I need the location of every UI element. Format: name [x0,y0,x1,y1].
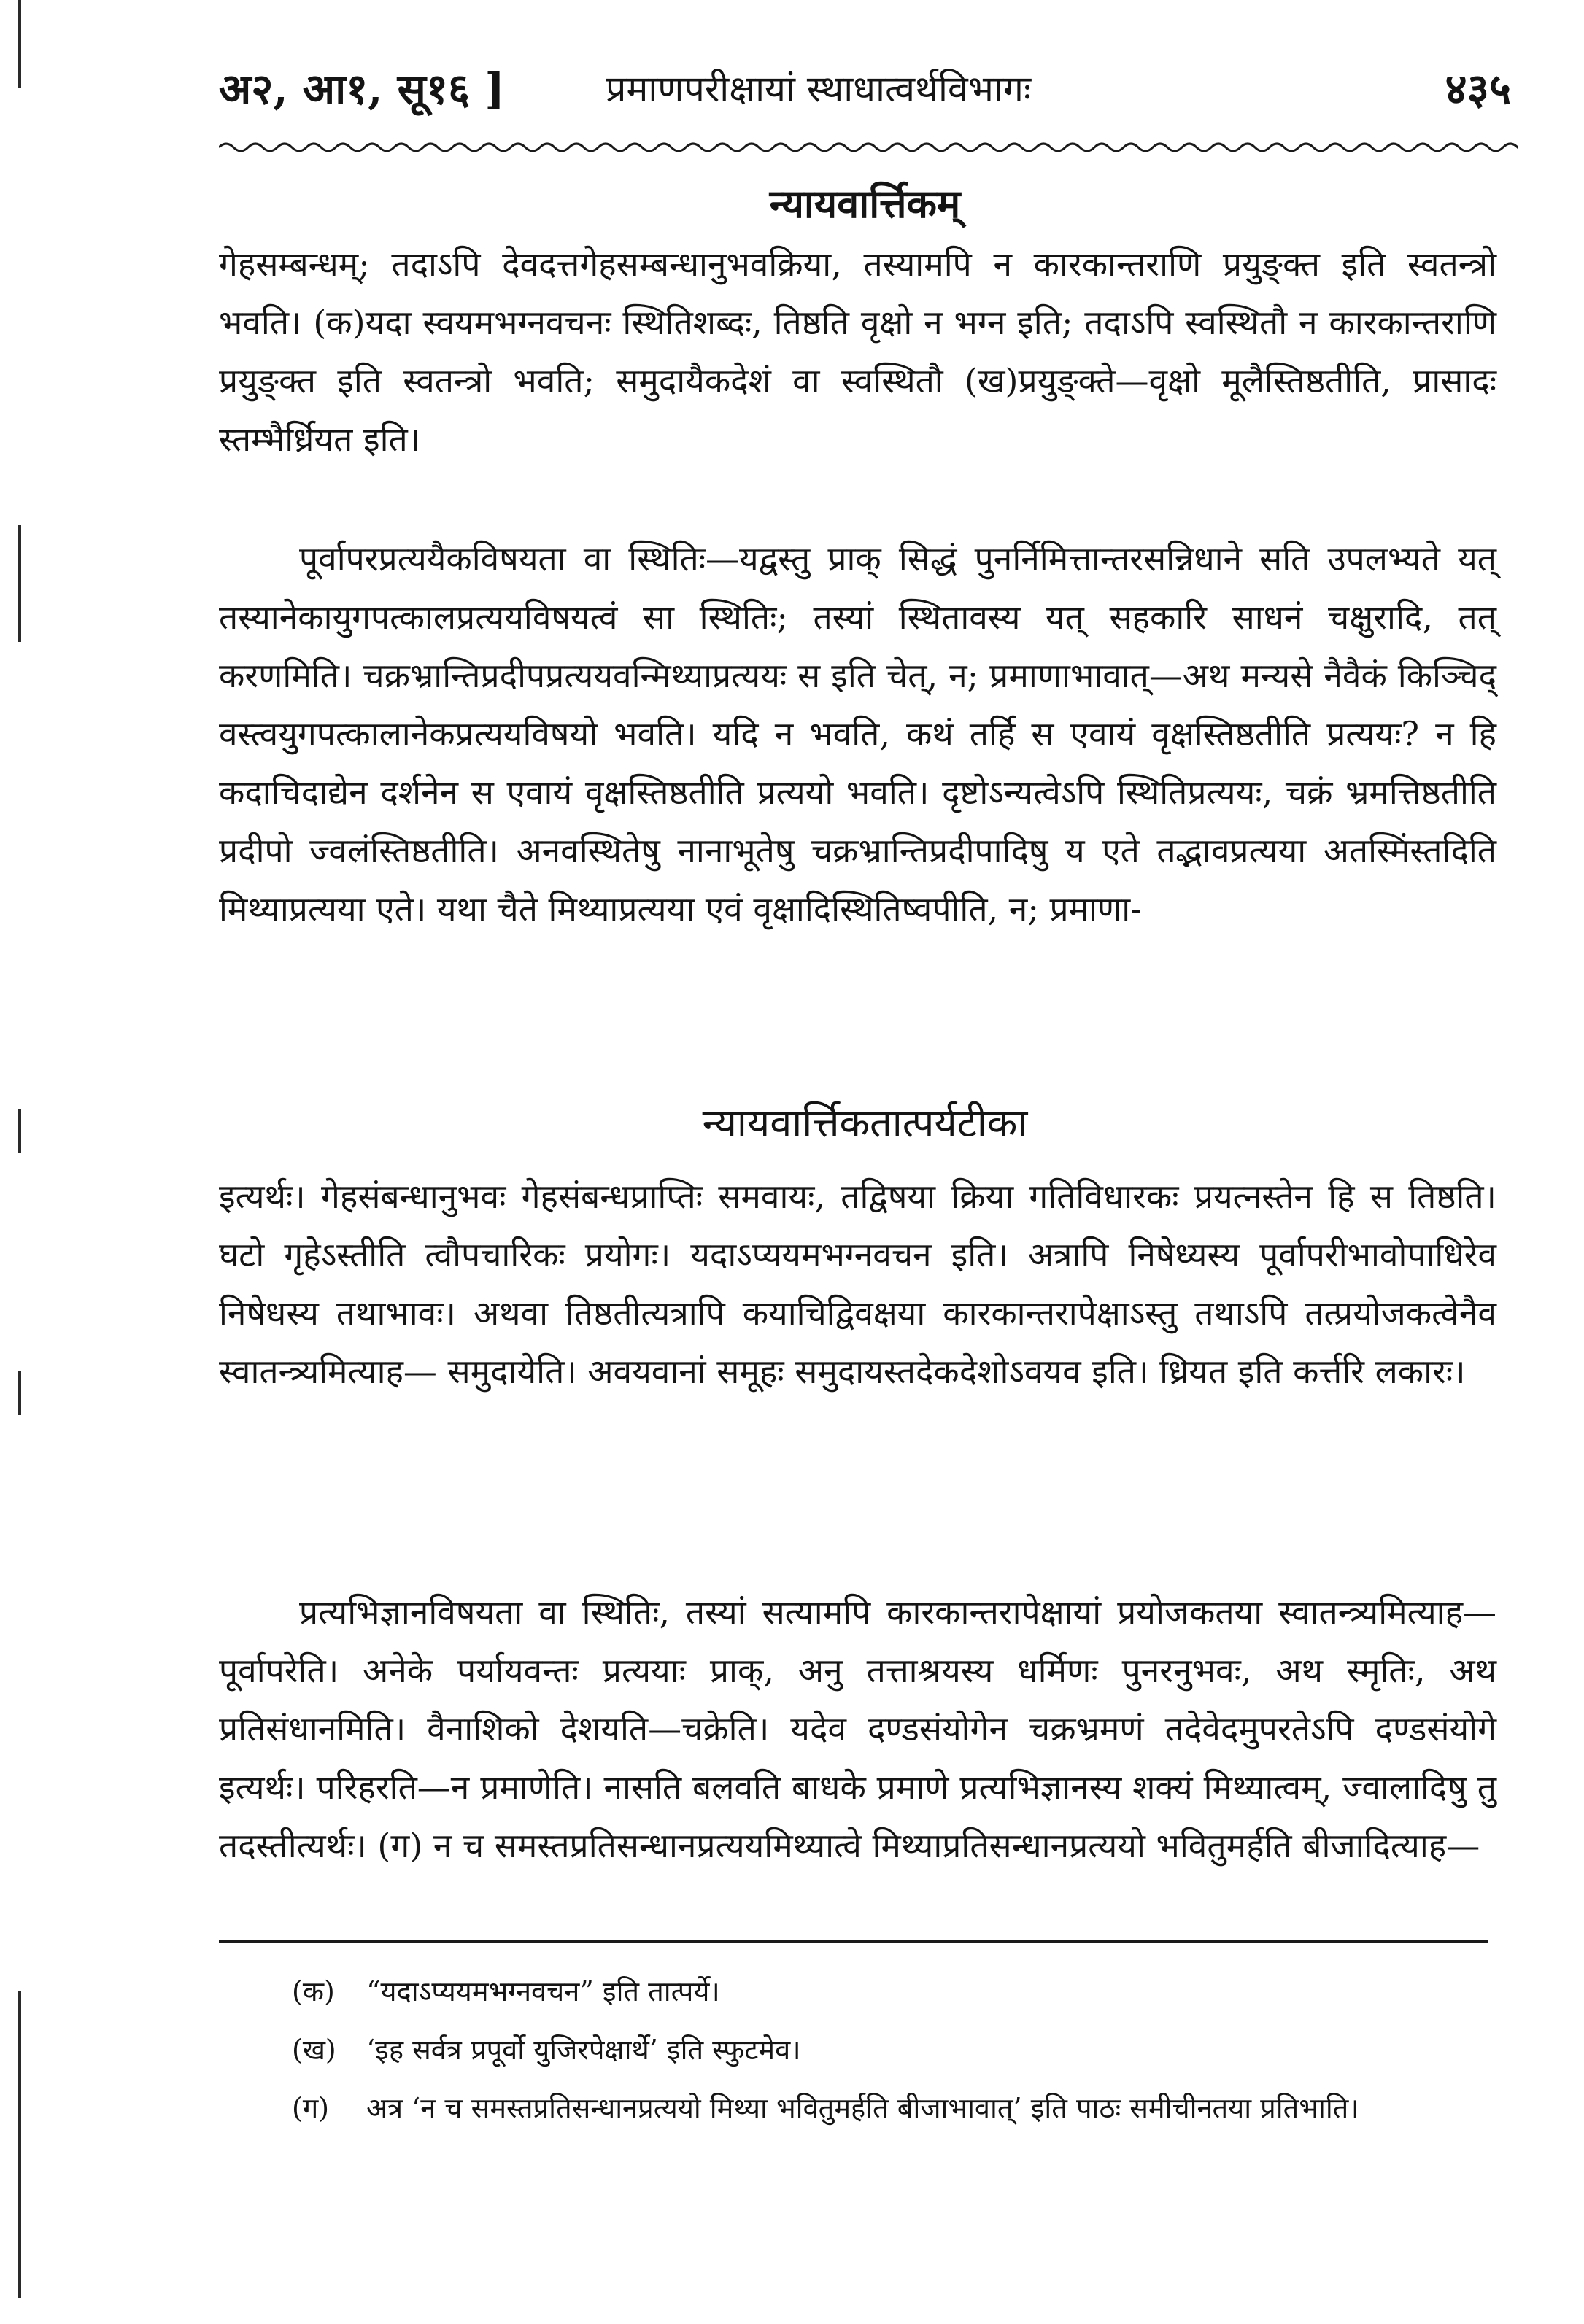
left-margin-rule [18,1109,21,1153]
header-title: प्रमाणपरीक्षायां स्थाधात्वर्थविभागः [606,68,1032,110]
vartika-paragraph: पूर्वापरप्रत्ययैकविषयता वा स्थितिः—यद्वस्तु प्राक् सिद्धं पुनर्निमित्तान्तरसन्निधाने सति उपलभ्यते यत् तस्यानेकायुगपत्कालप्रत्ययविषयत्वं सा स्थितिः; तस्यां स्थितावस्य यत् सहकारि साधनं चक्षुरादि, तत् करणमिति। चक्रभ्रान्तिप्रदीपप्रत्ययवन्मिथ्याप्रत्ययः स इति चेत्, न; प्रमाणाभावात्—अथ मन्यसे नैवैकं किञ्चिद् वस्त्वयुगपत्कालानेकप्रत्ययविषयो भवति। यदि न भवति, कथं तर्हि स एवायं वृक्षस्तिष्ठतीति प्रत्ययः? न हि कदाचिदाद्येन दर्शनेन स एवायं वृक्षस्तिष्ठतीति प्रत्ययो भवति। दृष्टोऽन्यत्वेऽपि स्थितिप्रत्ययः, चक्रं भ्रमत्तिष्ठतीति प्रदीपो ज्वलंस्तिष्ठतीति। अनवस्थितेषु नानाभूतेषु चक्रभ्रान्तिप्रदीपादिषु य एते तद्भावप्रत्यया अतस्मिंस्तदिति मिथ्याप्रत्यया एते। यथा चैते मिथ्याप्रत्यया एवं वृक्षादिस्थितिष्वपीति, न; प्रमाणा- [219,539,1496,929]
footnote-text: “यदाऽप्ययमभग्नवचन” इति तात्पर्ये। [366,1975,720,2007]
vartika-paragraph: गेहसम्बन्धम्; तदाऽपि देवदत्तगेहसम्बन्धानुभवक्रिया, तस्यामपि न कारकान्तराणि प्रयुङ्क्त इति स्वतन्त्रो भवति। (क)यदा स्वयमभग्नवचनः स्थितिशब्दः, तिष्ठति वृक्षो न भग्न इति; तदाऽपि स्वस्थितौ न कारकान्तराणि प्रयुङ्क्त इति स्वतन्त्रो भवति; समुदायैकदेशं वा स्वस्थितौ (ख)प्रयुङ्क्ते—वृक्षो मूलैस्तिष्ठतीति, प्रासादः स्तम्भैर्ध्रियत इति। [219,244,1496,459]
left-margin-rule [18,1371,21,1415]
running-header [219,58,1511,146]
footnote-mark: (क) [292,1975,335,2007]
tika-paragraph: प्रत्यभिज्ञानविषयता वा स्थितिः, तस्यां सत्यामपि कारकान्तरापेक्षायां प्रयोजकतया स्वातन्त्र्यमित्याह—पूर्वापरेति। अनेके पर्यायवन्तः प्रत्ययाः प्राक्, अनु तत्ताश्रयस्य धर्मिणः पुनरनुभवः, अथ स्मृतिः, अथ प्रतिसंधानमिति। वैनाशिको देशयति—चक्रेति। यदेव दण्डसंयोगेन चक्रभ्रमणं तदेवेदमुपरतेऽपि दण्डसंयोगे इत्यर्थः। परिहरति—न प्रमाणेति। नासति बलवति बाधके प्रमाणे प्रत्यभिज्ञानस्य शक्यं मिथ्यात्वम्, ज्वालादिषु तु तदस्तीत्यर्थः। (ग) न च समस्तप्रतिसन्धानप्रत्ययमिथ्यात्वे मिथ्याप्रतिसन्धानप्रत्ययो भवितुमर्हति बीजादित्याह— [219,1592,1496,1865]
header-wavy-rule [219,139,1518,156]
left-margin-rule [18,0,21,88]
footnote-text: अत्र ‘न च समस्तप्रतिसन्धानप्रत्ययो मिथ्या भवितुमर्हति बीजाभावात्’ इति पाठः समीचीनतया प्रतिभाति। [366,2092,1359,2124]
page-number: ४३५ [1445,64,1511,114]
footnote-mark: (ग) [292,2092,330,2124]
footnote [219,1964,1496,2019]
footnote-divider [219,1940,1488,1943]
tika-paragraph: इत्यर्थः। गेहसंबन्धानुभवः गेहसंबन्धप्राप्तिः समवायः, तद्विषया क्रिया गतिविधारकः प्रयत्नस्तेन हि स तिष्ठति। घटो गृहेऽस्तीति त्वौपचारिकः प्रयोगः। यदाऽप्ययमभग्नवचन इति। अत्रापि निषेध्यस्य पूर्वापरीभावोपाधिरेव निषेधस्य तथाभावः। अथवा तिष्ठतीत्यत्रापि कयाचिद्विवक्षया कारकान्तरापेक्षाऽस्तु तथाऽपि तत्प्रयोजकत्वेनैव स्वातन्त्र्यमित्याह— समुदायेति। अवयवानां समूहः समुदायस्तदेकदेशोऽवयव इति। ध्रियत इति कर्त्तरि लकारः। [219,1177,1496,1391]
footnote-mark: (ख) [292,2034,336,2066]
footnote [219,2022,1496,2077]
footnote [219,2080,1496,2136]
left-margin-rule [18,1991,21,2298]
left-margin-rule [18,525,21,642]
tika-heading: न्यायवार्त्तिकतात्पर्यटीका [702,1100,1028,1146]
vartika-heading: न्यायवार्त्तिकम् [769,180,961,227]
footnote-text: ‘इह सर्वत्र प्रपूर्वो युजिरपेक्षार्थे’ इति स्फुटमेव। [366,2034,801,2066]
header-section-reference: अ२, आ१, सू१६ ] [219,64,505,114]
